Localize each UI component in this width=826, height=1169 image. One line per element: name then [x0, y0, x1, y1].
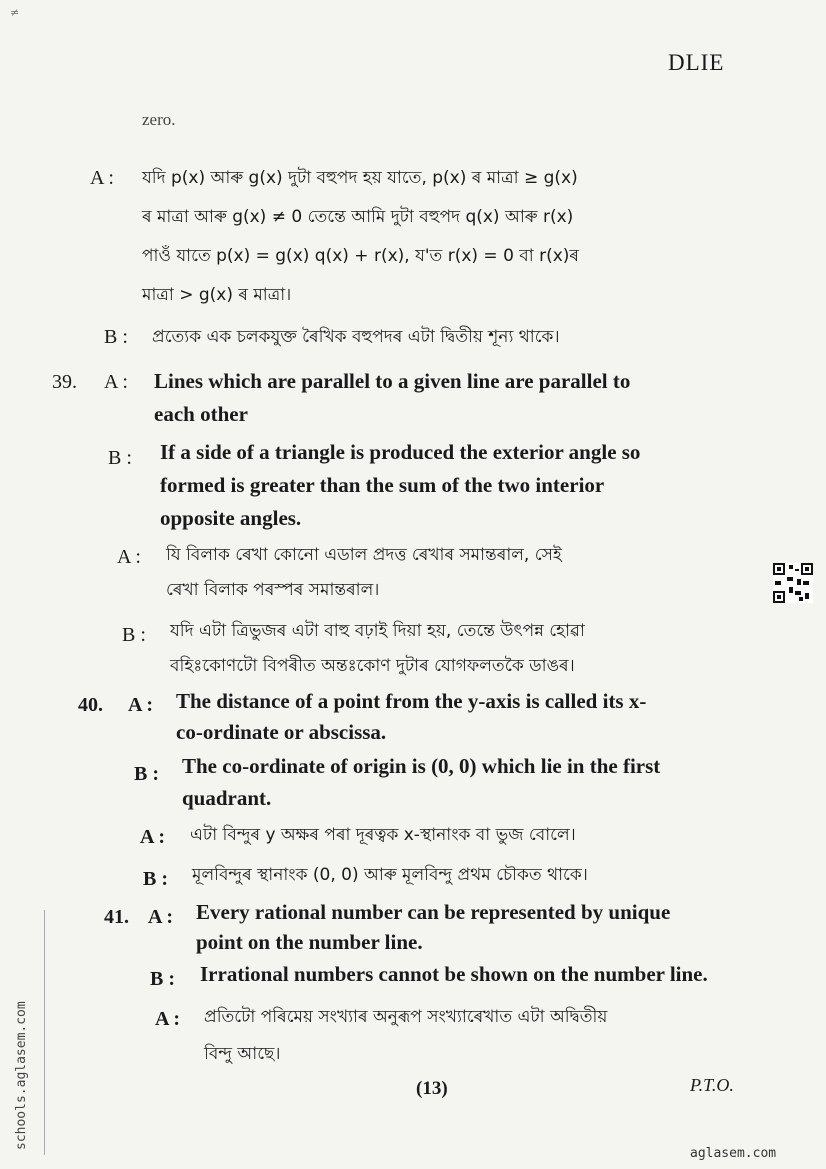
statement-line: The distance of a point from the y-axis is called its x-: [176, 689, 647, 713]
statement-line: প্ৰত্যেক এক চলকযুক্ত ৰৈখিক বহুপদৰ এটা দ্বিতীয় শূন্য থাকে।: [152, 327, 560, 347]
statement-tag: A :: [148, 906, 173, 928]
statement-line: যদি এটা ত্ৰিভুজৰ এটা বাহু বঢ়াই দিয়া হয়, তেন্তে উৎপন্ন হোৱা: [170, 621, 585, 641]
qr-code-icon: [773, 563, 813, 603]
statement-tag: B :: [122, 624, 146, 646]
statement-tag: A :: [90, 167, 114, 189]
statement-line: প্ৰতিটো পৰিমেয় সংখ্যাৰ অনুৰূপ সংখ্যাৰেখাত এটা অদ্বিতীয়: [204, 1007, 608, 1027]
statement-line: Irrational numbers cannot be shown on the number line.: [200, 962, 708, 986]
statement-tag: B :: [143, 868, 168, 890]
page-number: (13): [416, 1078, 448, 1099]
statement-line: এটা বিন্দুৰ y অক্ষৰ পৰা দূৰত্বক x-স্থানাংক বা ভুজ বোলে।: [190, 825, 576, 845]
statement-line: Lines which are parallel to a given line are parallel to: [154, 369, 631, 393]
corner-mark: ≠: [10, 6, 20, 19]
statement-line: যদি p(x) আৰু g(x) দুটা বহুপদ হয় যাতে, p(x) ৰ মাত্ৰা ≥ g(x): [142, 168, 578, 188]
statement-line: point on the number line.: [196, 930, 423, 954]
continued-fragment: zero.: [142, 110, 176, 129]
statement-line: opposite angles.: [160, 506, 302, 530]
statement-tag: B :: [108, 447, 132, 469]
statement-line: পাওঁ যাতে p(x) = g(x) q(x) + r(x), য'ত r(x) = 0 বা r(x)ৰ: [142, 246, 579, 266]
statement-line: বহিঃকোণটো বিপৰীত অন্তঃকোণ দুটাৰ যোগফলতকৈ ডাঙৰ।: [170, 656, 575, 676]
statement-tag: B :: [104, 326, 128, 348]
pto-label: P.T.O.: [690, 1075, 734, 1095]
question-number: 39.: [52, 371, 77, 393]
statement-line: quadrant.: [182, 786, 272, 810]
statement-line: মাত্ৰা > g(x) ৰ মাত্ৰা।: [142, 285, 292, 305]
statement-tag: A :: [104, 371, 128, 393]
statement-line: each other: [154, 402, 248, 426]
statement-tag: B :: [150, 968, 175, 990]
statement-tag: A :: [155, 1008, 180, 1030]
statement-tag: A :: [117, 546, 141, 568]
statement-line: The co-ordinate of origin is (0, 0) which lie in the first: [182, 754, 661, 778]
statement-tag: B :: [134, 763, 159, 785]
bottom-watermark: aglasem.com: [690, 1146, 777, 1161]
side-watermark: schools.aglasem.com: [14, 1001, 29, 1150]
question-number: 41.: [104, 906, 129, 928]
statement-line: If a side of a triangle is produced the exterior angle so: [160, 440, 641, 464]
statement-line: যি বিলাক ৰেখা কোনো এডাল প্ৰদত্ত ৰেখাৰ সমান্তৰাল, সেই: [166, 545, 562, 565]
statement-line: formed is greater than the sum of the two interior: [160, 473, 605, 497]
question-number: 40.: [78, 694, 103, 716]
paper-code: DLIE: [668, 50, 725, 75]
statement-line: Every rational number can be represented by unique: [196, 900, 671, 924]
statement-line: ৰ মাত্ৰা আৰু g(x) ≠ 0 তেন্তে আমি দুটা বহুপদ q(x) আৰু r(x): [142, 207, 574, 227]
statement-line: ৰেখা বিলাক পৰস্পৰ সমান্তৰাল।: [166, 580, 380, 600]
margin-line: [44, 910, 45, 1155]
statement-tag: A :: [140, 826, 165, 848]
statement-line: co-ordinate or abscissa.: [176, 720, 387, 744]
statement-tag: A :: [128, 694, 153, 716]
statement-line: বিন্দু আছে।: [204, 1044, 281, 1064]
statement-line: মূলবিন্দুৰ স্থানাংক (0, 0) আৰু মূলবিন্দু প্ৰথম চৌকত থাকে।: [192, 865, 588, 885]
